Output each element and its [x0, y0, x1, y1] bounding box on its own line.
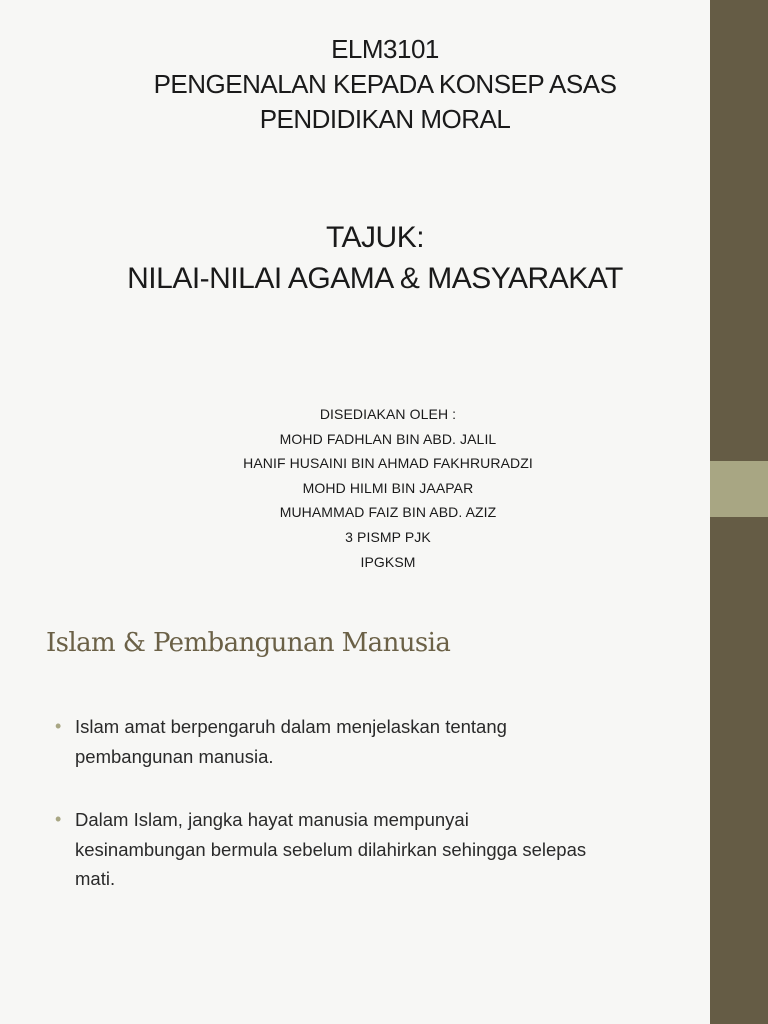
- topic-label: TAJUK:: [325, 221, 425, 254]
- bullet-dot-icon: •: [55, 809, 62, 829]
- bullet-line: Dalam Islam, jangka hayat manusia mempunyai: [75, 809, 469, 830]
- author-credits: [0, 402, 768, 574]
- prepared-by-label: DISEDIAKAN OLEH :: [319, 406, 457, 422]
- bullet-line: mati.: [75, 868, 116, 889]
- bullet-line: pembangunan manusia.: [75, 745, 274, 767]
- author-name: MOHD HILMI BIN JAAPAR: [302, 479, 474, 496]
- topic-title: NILAI-NILAI AGAMA & MASYARAKAT: [127, 262, 623, 295]
- author-name: MOHD FADHLAN BIN ABD. JALIL: [279, 430, 497, 447]
- author-name: MUHAMMAD FAIZ BIN ABD. AZIZ: [279, 504, 497, 521]
- course-heading: [0, 32, 768, 137]
- slide-title-text: Islam & Pembangunan Manusia: [46, 628, 451, 658]
- course-code: ELM3101: [331, 34, 439, 64]
- bullet-line: Islam amat berpengaruh dalam menjelaskan tentang: [75, 716, 507, 737]
- bullet-item: [55, 712, 695, 771]
- course-title-line-2: PENDIDIKAN MORAL: [259, 104, 511, 134]
- author-name: HANIF HUSAINI BIN AHMAD FAKHRURADZI: [243, 455, 533, 472]
- class-name: 3 PISMP PJK: [345, 528, 431, 545]
- topic-heading: [0, 217, 750, 299]
- slide-content: [0, 600, 710, 1024]
- bullet-item: [55, 805, 695, 894]
- bullet-dot-icon: •: [55, 716, 62, 736]
- course-title-line-1: PENGENALAN KEPADA KONSEP ASAS: [153, 69, 617, 99]
- bullet-list: [55, 712, 695, 928]
- bullet-line: kesinambungan bermula sebelum dilahirkan sehingga selepas: [75, 838, 587, 860]
- institution-name: IPGKSM: [360, 553, 416, 570]
